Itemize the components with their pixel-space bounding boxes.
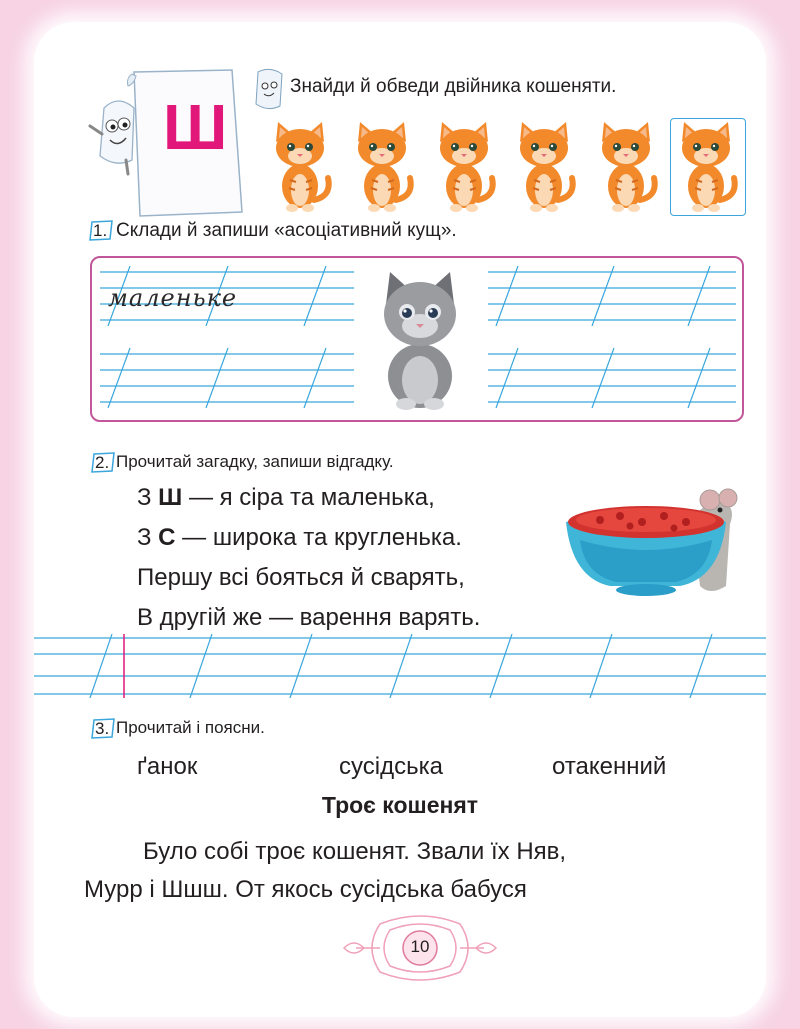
riddle-line — [137, 564, 465, 592]
writing-lines-right-top — [488, 266, 736, 326]
task1-number: 1. — [93, 221, 108, 240]
story-text-line: Було собі троє кошенят. Звали їх Няв, — [143, 838, 567, 865]
riddle-line — [137, 484, 435, 512]
header-task-text: Знайди й обведи двійника кошеняти. — [290, 76, 617, 97]
orange-kitten — [352, 120, 416, 212]
writing-lines-left-bottom — [100, 348, 354, 408]
orange-kitten — [596, 120, 660, 212]
vocabulary-word: сусідська — [339, 753, 443, 780]
task2-number: 2. — [95, 453, 110, 472]
big-letter: Ш — [163, 91, 228, 163]
answer-frame — [670, 118, 746, 216]
riddle-bold-letter: С — [158, 524, 176, 551]
task1-text: Склади й запиши «асоціативний кущ». — [116, 220, 457, 241]
jam-bowl-with-mouse-illustration — [560, 478, 748, 602]
story-title: Троє кошенят — [321, 792, 479, 818]
orange-kitten — [514, 120, 578, 212]
orange-kitten — [434, 120, 498, 212]
handwritten-word: маленьке — [108, 284, 238, 312]
riddle-text: В другій же — варення варять. — [137, 604, 481, 631]
task3-text: Прочитай і поясни. — [116, 718, 265, 737]
task3-number: 3. — [95, 719, 110, 738]
gray-kitten-illustration — [372, 268, 468, 410]
riddle-line — [137, 524, 462, 552]
paper-mascot-icon — [252, 66, 288, 112]
answer-writing-lines — [34, 634, 766, 698]
vocabulary-word: ґанок — [137, 753, 198, 780]
riddle-text: — широка та кругленька. — [175, 524, 462, 551]
page-number: 10 — [410, 937, 430, 956]
vocabulary-word: отакенний — [552, 753, 667, 780]
riddle-line — [137, 604, 480, 632]
riddle-bold-letter: Ш — [158, 484, 183, 511]
orange-kitten — [270, 120, 334, 212]
riddle-text: Першу всі бояться й сварять, — [137, 564, 465, 591]
story-text-line: Мурр і Шшш. От якось сусідська бабуся — [84, 876, 527, 903]
riddle-prefix: З — [137, 484, 159, 511]
writing-lines-right-bottom — [488, 348, 736, 408]
riddle-text: — я сіра та маленька, — [182, 484, 435, 511]
riddle-prefix: З — [137, 524, 159, 551]
task2-text: Прочитай загадку, запиши відгадку. — [116, 452, 394, 471]
